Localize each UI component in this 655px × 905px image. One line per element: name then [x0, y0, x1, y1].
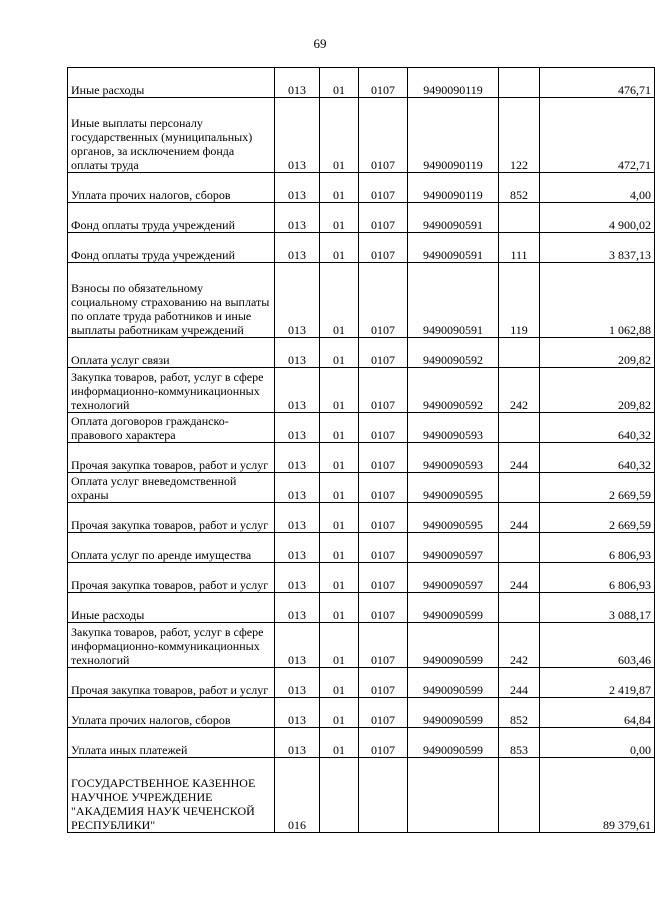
row-pr: 0107 — [359, 593, 408, 623]
row-sum: 2 669,59 — [540, 503, 655, 533]
row-name: Уплата прочих налогов, сборов — [68, 173, 275, 203]
row-vr: 853 — [499, 728, 540, 758]
row-pr: 0107 — [359, 68, 408, 98]
row-vr: 852 — [499, 173, 540, 203]
row-sum: 640,32 — [540, 443, 655, 473]
row-rz: 01 — [320, 338, 359, 368]
row-rz: 01 — [320, 233, 359, 263]
row-grbs: 013 — [275, 368, 320, 413]
row-rz: 01 — [320, 98, 359, 173]
row-csr: 9490090592 — [408, 338, 499, 368]
row-pr: 0107 — [359, 533, 408, 563]
row-sum: 6 806,93 — [540, 533, 655, 563]
row-vr — [499, 68, 540, 98]
row-grbs: 013 — [275, 413, 320, 443]
row-csr: 9490090597 — [408, 563, 499, 593]
row-sum: 4 900,02 — [540, 203, 655, 233]
table-row — [68, 593, 655, 623]
table-row — [68, 503, 655, 533]
row-pr: 0107 — [359, 563, 408, 593]
row-pr: 0107 — [359, 233, 408, 263]
table-row — [68, 728, 655, 758]
row-pr: 0107 — [359, 623, 408, 668]
row-rz: 01 — [320, 728, 359, 758]
row-csr: 9490090599 — [408, 698, 499, 728]
row-rz: 01 — [320, 503, 359, 533]
row-sum: 3 837,13 — [540, 233, 655, 263]
row-name: Уплата прочих налогов, сборов — [68, 698, 275, 728]
row-name: Прочая закупка товаров, работ и услуг — [68, 443, 275, 473]
row-pr: 0107 — [359, 698, 408, 728]
row-name: Взносы по обязательному социальному страхованию на выплаты по оплате труда работников и иные выплаты работникам учреждений — [68, 263, 275, 338]
row-grbs: 013 — [275, 728, 320, 758]
row-name: Иные выплаты персоналу государственных (муниципальных) органов, за исключением фонда оплаты труда — [68, 98, 275, 173]
table-row — [68, 173, 655, 203]
row-csr: 9490090599 — [408, 668, 499, 698]
row-sum: 64,84 — [540, 698, 655, 728]
row-csr: 9490090592 — [408, 368, 499, 413]
table-row — [68, 68, 655, 98]
table-row — [68, 758, 655, 833]
row-pr: 0107 — [359, 368, 408, 413]
table-row — [68, 98, 655, 173]
row-pr: 0107 — [359, 173, 408, 203]
row-pr: 0107 — [359, 98, 408, 173]
row-pr: 0107 — [359, 203, 408, 233]
row-sum: 2 669,59 — [540, 473, 655, 503]
row-grbs: 013 — [275, 668, 320, 698]
row-grbs: 013 — [275, 503, 320, 533]
row-name: Закупка товаров, работ, услуг в сфере информационно-коммуникационных технологий — [68, 623, 275, 668]
row-vr: 242 — [499, 623, 540, 668]
row-sum: 3 088,17 — [540, 593, 655, 623]
row-name: Фонд оплаты труда учреждений — [68, 203, 275, 233]
row-csr: 9490090599 — [408, 593, 499, 623]
row-name: Оплата услуг вневедомственной охраны — [68, 473, 275, 503]
row-vr: 122 — [499, 98, 540, 173]
row-rz: 01 — [320, 368, 359, 413]
table-row — [68, 533, 655, 563]
row-grbs: 013 — [275, 338, 320, 368]
row-vr — [499, 593, 540, 623]
row-grbs: 013 — [275, 203, 320, 233]
row-sum: 209,82 — [540, 338, 655, 368]
row-sum: 1 062,88 — [540, 263, 655, 338]
row-grbs: 013 — [275, 473, 320, 503]
row-rz: 01 — [320, 68, 359, 98]
row-pr — [359, 758, 408, 833]
row-grbs: 013 — [275, 593, 320, 623]
row-rz: 01 — [320, 203, 359, 233]
row-pr: 0107 — [359, 668, 408, 698]
row-csr: 9490090593 — [408, 413, 499, 443]
row-rz — [320, 758, 359, 833]
row-rz: 01 — [320, 623, 359, 668]
row-rz: 01 — [320, 473, 359, 503]
row-name: Прочая закупка товаров, работ и услуг — [68, 563, 275, 593]
row-rz: 01 — [320, 563, 359, 593]
table-row — [68, 413, 655, 443]
row-sum: 6 806,93 — [540, 563, 655, 593]
row-grbs: 016 — [275, 758, 320, 833]
table-row — [68, 203, 655, 233]
row-vr: 119 — [499, 263, 540, 338]
row-csr — [408, 758, 499, 833]
row-name: Прочая закупка товаров, работ и услуг — [68, 668, 275, 698]
row-vr: 244 — [499, 443, 540, 473]
row-rz: 01 — [320, 698, 359, 728]
row-csr: 9490090595 — [408, 503, 499, 533]
row-rz: 01 — [320, 593, 359, 623]
row-pr: 0107 — [359, 263, 408, 338]
row-sum: 472,71 — [540, 98, 655, 173]
row-csr: 9490090119 — [408, 68, 499, 98]
table-row — [68, 368, 655, 413]
table-row — [68, 443, 655, 473]
row-name: Оплата договоров гражданско-правового характера — [68, 413, 275, 443]
row-vr: 244 — [499, 668, 540, 698]
row-grbs: 013 — [275, 173, 320, 203]
row-csr: 9490090597 — [408, 533, 499, 563]
table-row — [68, 563, 655, 593]
row-pr: 0107 — [359, 473, 408, 503]
row-grbs: 013 — [275, 68, 320, 98]
row-name: Закупка товаров, работ, услуг в сфере информационно-коммуникационных технологий — [68, 368, 275, 413]
row-name: Фонд оплаты труда учреждений — [68, 233, 275, 263]
row-vr — [499, 758, 540, 833]
row-csr: 9490090119 — [408, 98, 499, 173]
row-name: ГОСУДАРСТВЕННОЕ КАЗЕННОЕ НАУЧНОЕ УЧРЕЖДЕНИЕ "АКАДЕМИЯ НАУК ЧЕЧЕНСКОЙ РЕСПУБЛИКИ" — [68, 758, 275, 833]
row-name: Иные расходы — [68, 593, 275, 623]
row-vr — [499, 473, 540, 503]
row-csr: 9490090119 — [408, 173, 499, 203]
row-rz: 01 — [320, 263, 359, 338]
row-vr: 111 — [499, 233, 540, 263]
row-csr: 9490090593 — [408, 443, 499, 473]
row-rz: 01 — [320, 668, 359, 698]
row-vr — [499, 338, 540, 368]
row-vr: 244 — [499, 563, 540, 593]
row-sum: 209,82 — [540, 368, 655, 413]
table-row — [68, 233, 655, 263]
row-sum: 603,46 — [540, 623, 655, 668]
row-vr: 852 — [499, 698, 540, 728]
row-grbs: 013 — [275, 263, 320, 338]
row-sum: 4,00 — [540, 173, 655, 203]
row-vr: 244 — [499, 503, 540, 533]
row-sum: 89 379,61 — [540, 758, 655, 833]
row-vr — [499, 533, 540, 563]
row-grbs: 013 — [275, 533, 320, 563]
row-rz: 01 — [320, 173, 359, 203]
row-csr: 9490090599 — [408, 728, 499, 758]
page-number: 69 — [313, 36, 327, 51]
row-name: Оплата услуг связи — [68, 338, 275, 368]
row-rz: 01 — [320, 533, 359, 563]
row-csr: 9490090591 — [408, 263, 499, 338]
row-grbs: 013 — [275, 698, 320, 728]
row-grbs: 013 — [275, 233, 320, 263]
table-row — [68, 668, 655, 698]
row-csr: 9490090591 — [408, 203, 499, 233]
row-pr: 0107 — [359, 338, 408, 368]
row-sum: 0,00 — [540, 728, 655, 758]
row-grbs: 013 — [275, 563, 320, 593]
row-grbs: 013 — [275, 98, 320, 173]
row-csr: 9490090599 — [408, 623, 499, 668]
table-row — [68, 338, 655, 368]
row-pr: 0107 — [359, 728, 408, 758]
row-name: Прочая закупка товаров, работ и услуг — [68, 503, 275, 533]
table-row — [68, 698, 655, 728]
row-sum: 640,32 — [540, 413, 655, 443]
row-name: Иные расходы — [68, 68, 275, 98]
table-row — [68, 623, 655, 668]
table-row — [68, 473, 655, 503]
row-pr: 0107 — [359, 503, 408, 533]
row-name: Оплата услуг по аренде имущества — [68, 533, 275, 563]
row-csr: 9490090595 — [408, 473, 499, 503]
row-rz: 01 — [320, 443, 359, 473]
row-grbs: 013 — [275, 623, 320, 668]
row-pr: 0107 — [359, 413, 408, 443]
table-row — [68, 263, 655, 338]
row-vr — [499, 413, 540, 443]
row-pr: 0107 — [359, 443, 408, 473]
budget-table — [67, 67, 655, 833]
row-name: Уплата иных платежей — [68, 728, 275, 758]
row-csr: 9490090591 — [408, 233, 499, 263]
row-vr: 242 — [499, 368, 540, 413]
row-grbs: 013 — [275, 443, 320, 473]
row-rz: 01 — [320, 413, 359, 443]
row-sum: 2 419,87 — [540, 668, 655, 698]
row-vr — [499, 203, 540, 233]
row-sum: 476,71 — [540, 68, 655, 98]
